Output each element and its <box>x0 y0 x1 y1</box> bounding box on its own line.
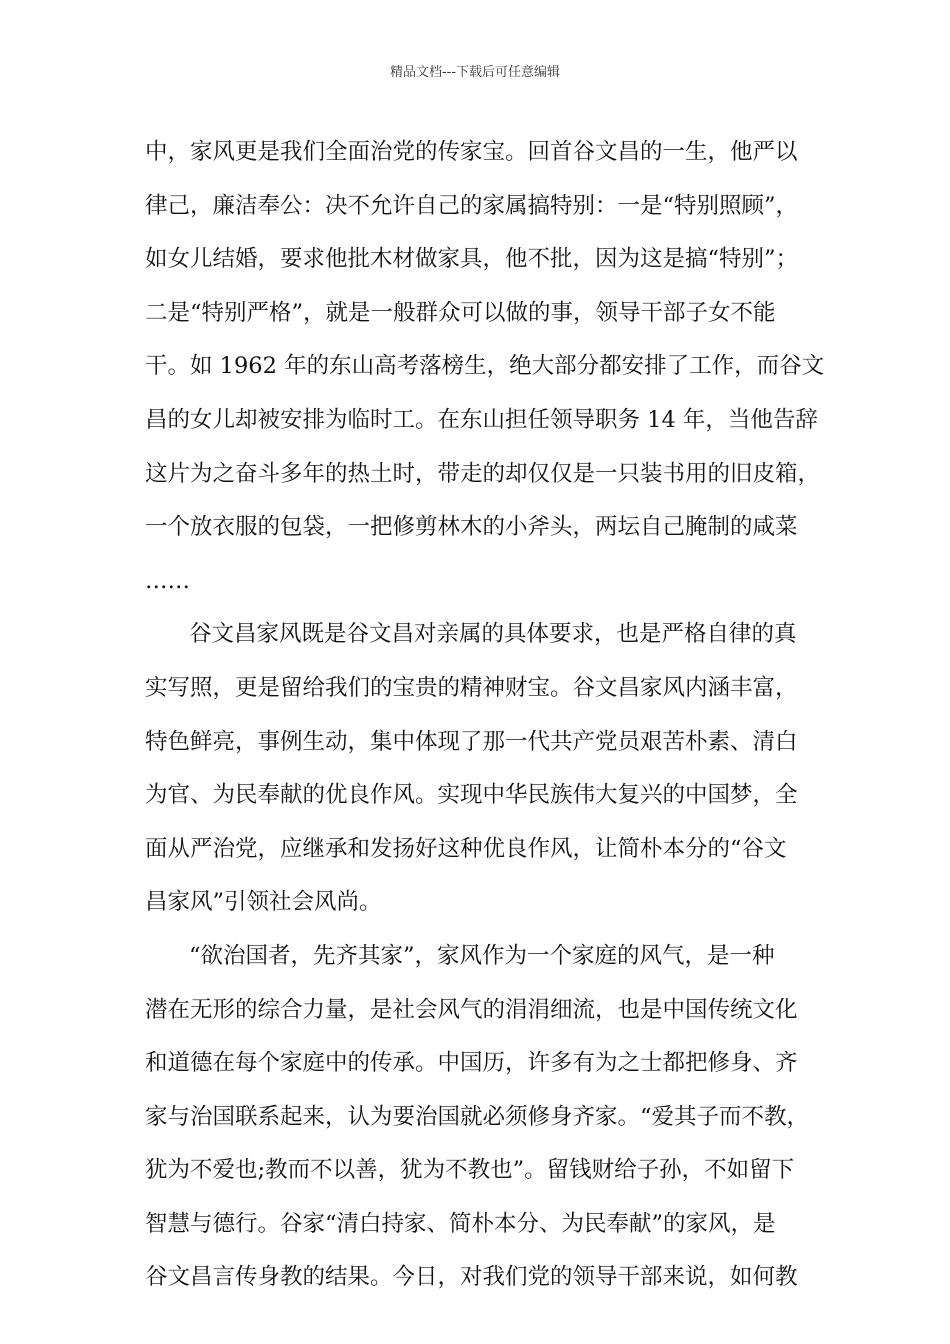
text-line: 和道德在每个家庭中的传承。中国历，许多有为之士都把修身、齐 <box>145 1050 798 1077</box>
text-line: 犹为不爱也;教而不以善，犹为不教也”。留钱财给子孙，不如留下 <box>145 1157 795 1184</box>
document-body <box>145 126 825 1305</box>
text-line: 特色鲜亮，事例生动，集中体现了那一代共产党员艰苦朴素、清白 <box>145 728 798 755</box>
text-line: 中，家风更是我们全面治党的传家宝。回首谷文昌的一生，他严以 <box>145 139 798 165</box>
paragraph-2 <box>145 608 825 930</box>
text-line: “欲治国者，先齐其家”，家风作为一个家庭的风气，是一种 <box>189 942 775 969</box>
text-line: 如女儿结婚，要求他批木材做家具，他不批，因为这是搞“特别”； <box>145 246 799 273</box>
page-header: 精品文档---下载后可任意编辑 <box>389 65 561 80</box>
text-line: 昌家风”引领社会风尚。 <box>145 889 382 916</box>
paragraph-3 <box>145 930 825 1305</box>
text-line: 二是“特别严格”，就是一般群众可以做的事，领导干部子女不能 <box>145 299 776 326</box>
text-line: …… <box>145 567 190 594</box>
text-line: 谷文昌言传身教的结果。今日，对我们党的领导干部来说，如何教 <box>145 1264 798 1291</box>
text-line: 为官、为民奉献的优良作风。实现中华民族伟大复兴的中国梦，全 <box>145 782 798 809</box>
text-line: 昌的女儿却被安排为临时工。在东山担任领导职务 14 年，当他告辞 <box>145 406 818 433</box>
text-line: 面从严治党，应继承和发扬好这种优良作风，让简朴本分的“谷文 <box>145 835 787 862</box>
text-line: 律己，廉洁奉公：决不允许自己的家属搞特别：一是“特别照顾”， <box>145 192 799 219</box>
text-line: 干。如 1962 年的东山高考落榜生，绝大部分都安排了工作，而谷文 <box>145 353 825 380</box>
text-line: 谷文昌家风既是谷文昌对亲属的具体要求，也是严格自律的真 <box>189 621 797 648</box>
text-line: 潜在无形的综合力量，是社会风气的涓涓细流，也是中国传统文化 <box>145 996 798 1023</box>
text-line: 家与治国联系起来，认为要治国就必须修身齐家。“爱其子而不教， <box>145 1103 810 1130</box>
text-line: 一个放衣服的包袋，一把修剪林木的小斧头，两坛自己腌制的咸菜 <box>145 514 798 541</box>
text-line: 智慧与德行。谷家“清白持家、简朴本分、为民奉献”的家风，是 <box>145 1210 776 1237</box>
text-line: 这片为之奋斗多年的热土时，带走的却仅仅是一只装书用的旧皮箱， <box>145 460 821 487</box>
paragraph-1 <box>145 126 825 608</box>
text-line: 实写照，更是留给我们的宝贵的精神财宝。谷文昌家风内涵丰富， <box>145 674 798 701</box>
